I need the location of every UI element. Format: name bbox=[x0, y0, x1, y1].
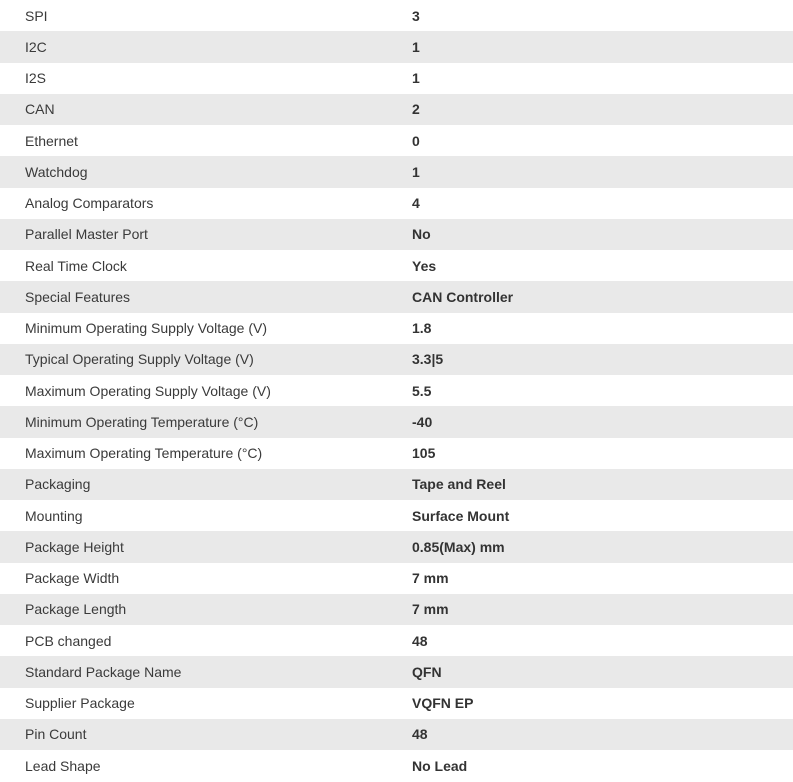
spec-label: Ethernet bbox=[25, 132, 78, 149]
spec-label: Parallel Master Port bbox=[25, 226, 148, 243]
spec-label: Mounting bbox=[25, 507, 83, 524]
table-row bbox=[0, 375, 793, 406]
table-row bbox=[0, 219, 793, 250]
table-row bbox=[0, 438, 793, 469]
table-row bbox=[0, 406, 793, 437]
table-row bbox=[0, 688, 793, 719]
spec-label: Lead Shape bbox=[25, 757, 101, 774]
spec-label: Package Width bbox=[25, 570, 120, 587]
table-row bbox=[0, 125, 793, 156]
table-row bbox=[0, 188, 793, 219]
spec-label: Real Time Clock bbox=[25, 257, 127, 274]
spec-value: 7 mm bbox=[412, 570, 449, 587]
spec-label: Watchdog bbox=[25, 163, 88, 180]
table-row bbox=[0, 31, 793, 62]
spec-value: 3.3|5 bbox=[412, 351, 444, 368]
table-row bbox=[0, 63, 793, 94]
spec-value: 48 bbox=[412, 632, 428, 649]
spec-label: Maximum Operating Supply Voltage (V) bbox=[25, 382, 271, 399]
spec-label: Special Features bbox=[25, 288, 131, 305]
spec-value: 5.5 bbox=[412, 382, 432, 399]
spec-label: I2C bbox=[25, 38, 47, 55]
spec-value: 0.85(Max) mm bbox=[412, 538, 505, 555]
spec-value: No bbox=[412, 226, 431, 243]
table-row bbox=[0, 94, 793, 125]
spec-label: SPI bbox=[25, 7, 48, 24]
spec-value: 2 bbox=[412, 101, 420, 118]
table-row bbox=[0, 625, 793, 656]
table-row bbox=[0, 250, 793, 281]
spec-value: No Lead bbox=[412, 757, 468, 774]
spec-label: Supplier Package bbox=[25, 695, 135, 712]
spec-label: Package Length bbox=[25, 601, 127, 618]
spec-label: Typical Operating Supply Voltage (V) bbox=[25, 351, 254, 368]
spec-label: Minimum Operating Supply Voltage (V) bbox=[25, 320, 267, 337]
table-row bbox=[0, 563, 793, 594]
table-row bbox=[0, 469, 793, 500]
spec-value: -40 bbox=[412, 413, 433, 430]
table-row bbox=[0, 531, 793, 562]
spec-value: 48 bbox=[412, 726, 428, 743]
spec-label: Analog Comparators bbox=[25, 195, 154, 212]
spec-value: QFN bbox=[412, 663, 442, 680]
table-row bbox=[0, 719, 793, 750]
spec-label: PCB changed bbox=[25, 632, 112, 649]
spec-label: Pin Count bbox=[25, 726, 87, 743]
table-row bbox=[0, 750, 793, 781]
spec-value: 105 bbox=[412, 445, 436, 462]
spec-value: 7 mm bbox=[412, 601, 449, 618]
spec-label: Packaging bbox=[25, 476, 91, 493]
spec-value: 1 bbox=[412, 38, 420, 55]
spec-label: CAN bbox=[25, 101, 55, 118]
spec-value: 3 bbox=[412, 7, 420, 24]
spec-value: VQFN EP bbox=[412, 695, 474, 712]
spec-value: Surface Mount bbox=[412, 507, 510, 524]
spec-label: Standard Package Name bbox=[25, 663, 182, 680]
spec-value: 1.8 bbox=[412, 320, 432, 337]
spec-value: Yes bbox=[412, 257, 437, 274]
spec-value: 1 bbox=[412, 70, 420, 87]
spec-value: 1 bbox=[412, 163, 420, 180]
table-row bbox=[0, 0, 793, 31]
table-row bbox=[0, 313, 793, 344]
table-row bbox=[0, 156, 793, 187]
table-row bbox=[0, 500, 793, 531]
spec-value: CAN Controller bbox=[412, 288, 514, 305]
spec-value: Tape and Reel bbox=[412, 476, 506, 493]
table-row bbox=[0, 281, 793, 312]
spec-label: Package Height bbox=[25, 538, 124, 555]
spec-label: Maximum Operating Temperature (°C) bbox=[25, 445, 263, 462]
spec-label: Minimum Operating Temperature (°C) bbox=[25, 413, 259, 430]
table-row bbox=[0, 656, 793, 687]
table-row bbox=[0, 344, 793, 375]
spec-value: 0 bbox=[412, 132, 420, 149]
spec-label: I2S bbox=[25, 70, 47, 87]
spec-value: 4 bbox=[412, 195, 420, 212]
table-row bbox=[0, 594, 793, 625]
